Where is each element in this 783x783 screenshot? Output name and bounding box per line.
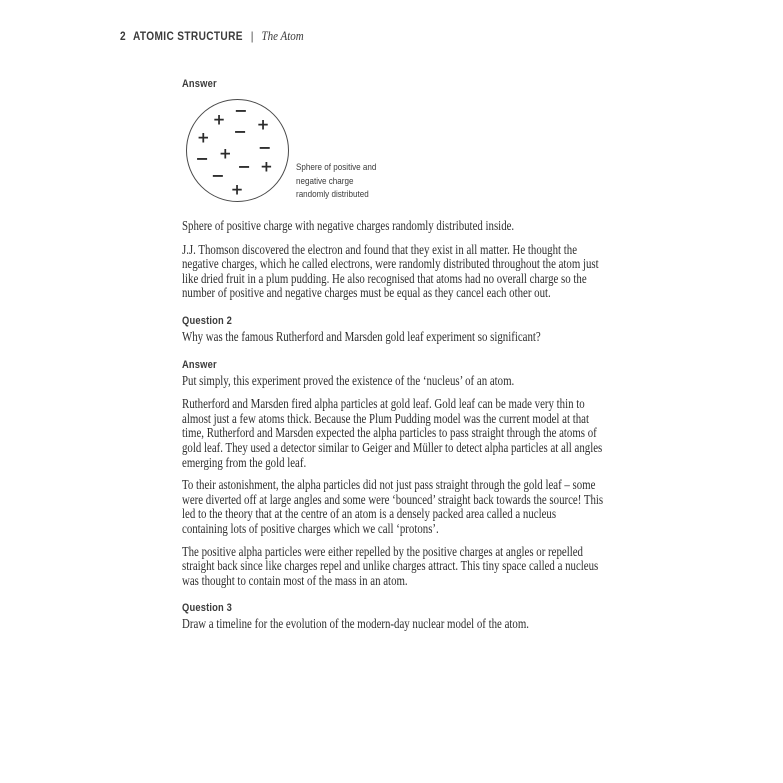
positive-charge-symbol: + xyxy=(212,110,226,129)
page-header xyxy=(120,29,304,44)
negative-charge-symbol: − xyxy=(195,148,209,168)
negative-charge-symbol: − xyxy=(237,156,251,176)
negative-charge-symbol: − xyxy=(233,121,247,141)
answer-label-1: Answer xyxy=(182,78,217,90)
question2-text: Why was the famous Rutherford and Marsden gold leaf experiment so significant? xyxy=(182,328,541,344)
plum-pudding-diagram xyxy=(182,99,603,203)
negative-charge-symbol: − xyxy=(234,101,248,121)
negative-charge-symbol: − xyxy=(211,165,225,185)
positive-charge-symbol: + xyxy=(256,115,270,134)
page-content xyxy=(182,78,603,632)
header-separator: | xyxy=(250,29,254,43)
plum-pudding-circle xyxy=(186,99,289,202)
positive-charge-symbol: + xyxy=(230,180,244,199)
caption-line: randomly distributed xyxy=(296,189,369,200)
chapter-number: 2 xyxy=(120,31,126,43)
diagram-caption xyxy=(296,161,376,202)
question2-label: Question 2 xyxy=(182,314,233,327)
caption-line: negative charge xyxy=(296,175,354,187)
paragraph-sphere-description: Sphere of positive charge with negative charges randomly distributed inside. xyxy=(182,218,515,233)
answer2-text: Put simply, this experiment proved the existence of the ‘nucleus’ of an atom. xyxy=(182,372,515,388)
caption-line: Sphere of positive and xyxy=(296,162,377,173)
positive-charge-symbol: + xyxy=(260,157,273,176)
answer-label-2: Answer xyxy=(182,358,217,371)
question3-label: Question 3 xyxy=(182,602,233,615)
paragraph-repelled: The positive alpha particles were either repelled by the positive charges at angles or repelled straight back since like charges repel and unlike charges attract. This tiny space called a nucleus was thought to contain most of the mass in an atom. xyxy=(182,543,599,588)
positive-charge-symbol: + xyxy=(196,128,210,147)
paragraph-astonishment: To their astonishment, the alpha particles did not just pass straight through the gold leaf – some were diverted off at large angles and some were ‘bounced’ straight back towards the source! This led to the theory that at the centre of an atom is a densely packed area called a nucleus containing lots of positive charges which we call ‘protons’. xyxy=(182,477,604,536)
question3-text: Draw a timeline for the evolution of the modern-day nuclear model of the atom. xyxy=(182,616,529,632)
positive-charge-symbol: + xyxy=(218,144,232,163)
paragraph-thomson: J.J. Thomson discovered the electron and found that they exist in all matter. He thought the negative charges, which he called electrons, were randomly distributed throughout the atom just like dried fruit in a plum pudding. He also recognised that atoms had no overall charge so the number of positive and negative charges must be equal as they cancel each other out. xyxy=(182,241,599,301)
chapter-title: ATOMIC STRUCTURE xyxy=(133,31,243,43)
paragraph-rutherford: Rutherford and Marsden fired alpha particles at gold leaf. Gold leaf can be made very thin to almost just a few atoms thick. Because the Plum Pudding model was the current model at that time, Rutherford and Marsden expected the alpha particles to pass straight through the atoms of gold leaf. They used a detector similar to Geiger and Müller to detect alpha particles at all angles emerging from the gold leaf. xyxy=(182,396,603,470)
section-title: The Atom xyxy=(261,29,304,43)
negative-charge-symbol: − xyxy=(258,138,272,158)
